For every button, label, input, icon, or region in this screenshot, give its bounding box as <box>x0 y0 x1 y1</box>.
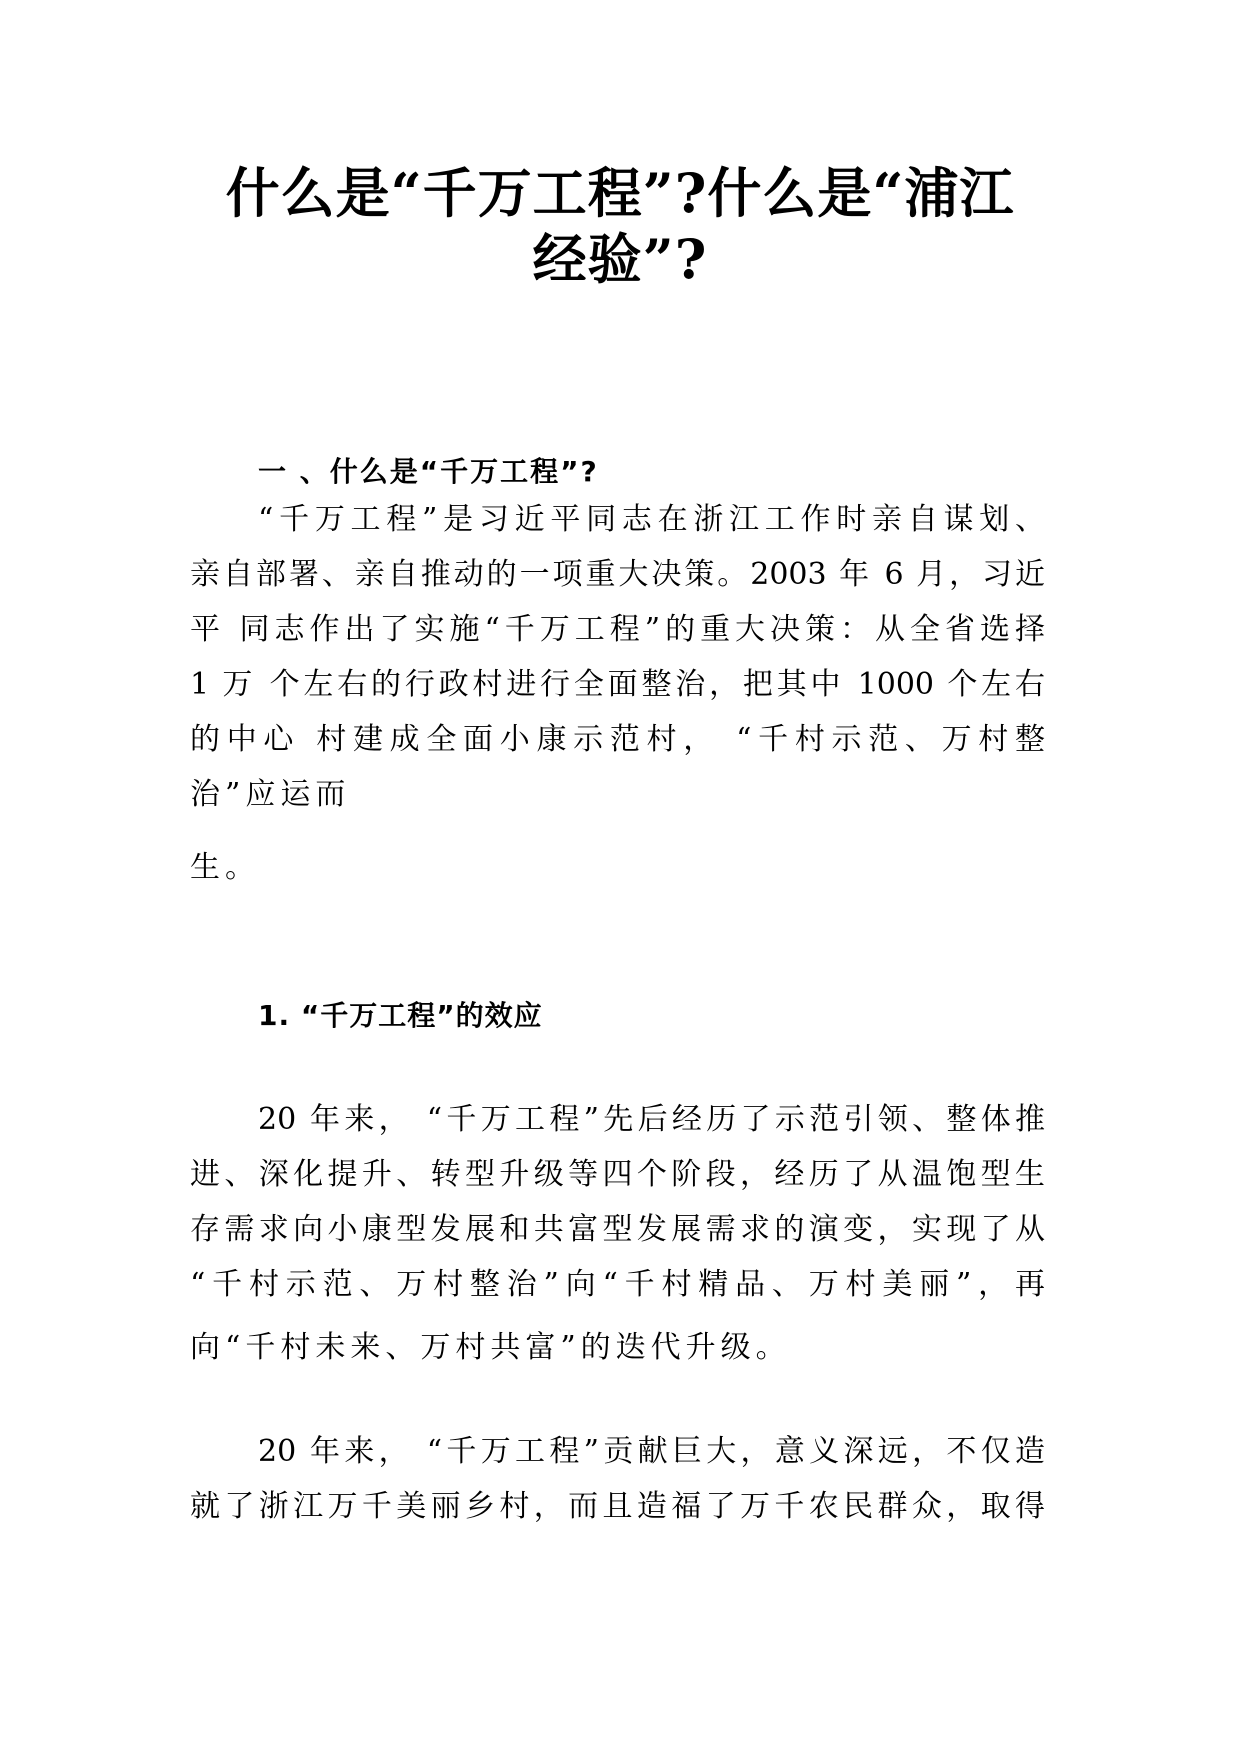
paragraph-line: 20 年来， “千万工程”先后经历了示范引领、整体推 <box>258 1102 1045 1137</box>
page-title <box>180 160 1060 292</box>
paragraph-line: 1 万 个左右的行政村进行全面整治，把其中 1000 个左右 <box>190 667 1045 702</box>
title-line-2: 经验”? <box>532 227 708 291</box>
paragraph-line: 平 同志作出了实施“千万工程”的重大决策：从全省选择 <box>190 612 1045 647</box>
title-line-1: 什么是“千万工程”?什么是“浦江 <box>225 161 1015 225</box>
paragraph-line: 的中心 村建成全面小康示范村， “千村示范、万村整 <box>190 722 1045 757</box>
paragraph-line: 亲自部署、亲自推动的一项重大决策。2003 年 6 月，习近 <box>190 557 1045 592</box>
paragraph-line: “千村示范、万村整治”向“千村精品、万村美丽”，再 <box>190 1267 1045 1302</box>
paragraph-line: 20 年来， “千万工程”贡献巨大，意义深远，不仅造 <box>258 1434 1045 1469</box>
paragraph-line: 生。 <box>190 850 260 885</box>
paragraph-line: 向“千村未来、万村共富”的迭代升级。 <box>190 1330 791 1365</box>
section-heading-1: 一 、什么是“千万工程”? <box>258 455 599 488</box>
paragraph-line: 就了浙江万千美丽乡村，而且造福了万千农民群众，取得 <box>190 1489 1045 1524</box>
paragraph-line: 存需求向小康型发展和共富型发展需求的演变，实现了从 <box>190 1212 1045 1247</box>
paragraph-line: 进、深化提升、转型升级等四个阶段，经历了从温饱型生 <box>190 1157 1045 1192</box>
paragraph-line: 治”应运而 <box>190 777 351 812</box>
paragraph-line: “千万工程”是习近平同志在浙江工作时亲自谋划、 <box>258 502 1045 537</box>
subsection-heading-1: 1. “千万工程”的效应 <box>258 999 543 1032</box>
